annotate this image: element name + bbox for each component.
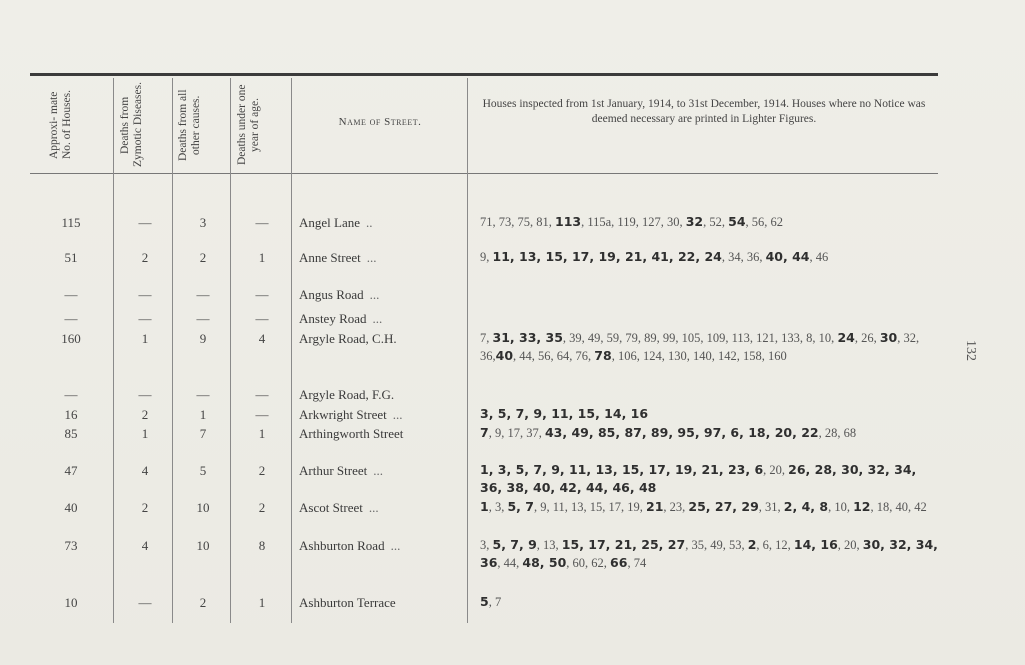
cell-approx-houses: 10 bbox=[64, 595, 78, 610]
house-number-notice: 5, 7, 9 bbox=[492, 537, 537, 552]
house-number-notice: 1 bbox=[480, 499, 489, 514]
house-number-notice: 12 bbox=[853, 499, 871, 514]
house-number-no-notice: , 26, bbox=[854, 331, 880, 345]
page-number: 132 bbox=[963, 340, 978, 361]
cell-deaths-under-one: 2 bbox=[258, 500, 266, 515]
street-name-text: Angus Road bbox=[299, 287, 364, 302]
house-number-notice: 15, 17, 21, 25, 27 bbox=[561, 537, 686, 552]
house-number-notice: 1, 3, 5, 7, 9, 11, 13, 15, 17, 19, 21, 23, 6 bbox=[480, 462, 764, 477]
top-rule bbox=[30, 73, 938, 76]
house-number-no-notice: 3, bbox=[480, 538, 493, 552]
leader-dots: ... bbox=[369, 287, 380, 302]
street-name-text: Anne Street bbox=[299, 250, 361, 265]
cell-deaths-other: 10 bbox=[196, 500, 210, 515]
house-number-no-notice: , 56, 62 bbox=[745, 215, 784, 229]
house-number-no-notice: , 32, 36, bbox=[480, 331, 920, 363]
house-number-notice: 113 bbox=[555, 214, 582, 229]
cell-deaths-other: — bbox=[196, 311, 210, 326]
house-number-no-notice: , 106, 124, 130, 140, 142, 158, 160 bbox=[611, 349, 787, 363]
cell-approx-houses: — bbox=[64, 311, 78, 326]
cell-deaths-under-one: — bbox=[255, 407, 269, 422]
header-approx-houses: Approxi- mate No. of Houses. bbox=[48, 90, 73, 160]
house-number-no-notice: , 46 bbox=[809, 250, 829, 264]
house-number-notice: 66 bbox=[610, 555, 628, 570]
house-number-no-notice: , 44, bbox=[497, 556, 523, 570]
cell-deaths-zymotic: 2 bbox=[141, 500, 149, 515]
street-name-text: Ashburton Terrace bbox=[299, 595, 396, 610]
leader-dots: ... bbox=[372, 311, 383, 326]
house-number-notice: 24 bbox=[837, 330, 855, 345]
house-number-no-notice: , 74 bbox=[627, 556, 647, 570]
house-number-no-notice: , 44, 56, 64, 76, bbox=[513, 349, 595, 363]
leader-dots: ... bbox=[368, 500, 379, 515]
cell-houses-inspected bbox=[480, 536, 940, 572]
house-number-no-notice: , 60, 62, bbox=[566, 556, 611, 570]
cell-street-name bbox=[299, 463, 383, 479]
house-number-notice: 7 bbox=[480, 425, 489, 440]
cell-street-name bbox=[299, 331, 403, 347]
cell-street-name bbox=[299, 250, 376, 266]
house-number-notice: 2, 4, 8 bbox=[783, 499, 829, 514]
cell-deaths-zymotic: — bbox=[138, 215, 152, 230]
cell-approx-houses: 16 bbox=[64, 407, 78, 422]
cell-deaths-under-one: — bbox=[255, 215, 269, 230]
house-number-no-notice: , 35, 49, 53, bbox=[685, 538, 748, 552]
cell-deaths-under-one: 1 bbox=[258, 595, 266, 610]
house-number-no-notice: , 28, 68 bbox=[818, 426, 857, 440]
house-number-no-notice: , 10, bbox=[828, 500, 854, 514]
house-number-notice: 43, 49, 85, 87, 89, 95, 97, 6, 18, 20, 22 bbox=[544, 425, 819, 440]
house-number-no-notice: , 3, bbox=[488, 500, 508, 514]
house-number-notice: 78 bbox=[594, 348, 612, 363]
cell-houses-inspected bbox=[480, 248, 940, 266]
cell-deaths-under-one: — bbox=[255, 311, 269, 326]
cell-approx-houses: 115 bbox=[61, 215, 81, 230]
house-number-no-notice: , 18, 40, 42 bbox=[870, 500, 927, 514]
header-houses-inspected: Houses inspected from 1st January, 1914, to 31st December, 1914. Houses where no Notice was deemed necessary are printed in Lighter Figures. bbox=[482, 98, 926, 125]
header-rule bbox=[30, 173, 938, 174]
cell-street-name bbox=[299, 538, 400, 554]
cell-deaths-zymotic: 1 bbox=[141, 426, 149, 441]
house-number-no-notice: , 20, bbox=[763, 463, 789, 477]
header-deaths-other: Deaths from all other causes. bbox=[177, 89, 202, 161]
cell-deaths-other: 1 bbox=[199, 407, 207, 422]
cell-deaths-zymotic: 2 bbox=[141, 250, 149, 265]
house-number-notice: 5 bbox=[480, 594, 489, 609]
cell-street-name bbox=[299, 287, 379, 303]
cell-street-name bbox=[299, 311, 382, 327]
leader-dots: ... bbox=[392, 407, 403, 422]
house-number-no-notice: , 13, bbox=[536, 538, 562, 552]
cell-deaths-zymotic: — bbox=[138, 287, 152, 302]
cell-deaths-under-one: 1 bbox=[258, 250, 266, 265]
cell-approx-houses: 73 bbox=[64, 538, 78, 553]
street-name-text: Anstey Road bbox=[299, 311, 367, 326]
house-number-notice: 21 bbox=[646, 499, 664, 514]
street-name-text: Argyle Road, C.H. bbox=[299, 331, 397, 346]
cell-deaths-under-one: 4 bbox=[258, 331, 266, 346]
cell-deaths-other: — bbox=[196, 387, 210, 402]
column-divider bbox=[113, 78, 114, 623]
cell-street-name bbox=[299, 215, 373, 231]
house-number-no-notice: , 9, 11, 13, 15, 17, 19, bbox=[533, 500, 646, 514]
cell-deaths-other: 2 bbox=[199, 250, 207, 265]
house-number-notice: 31, 33, 35 bbox=[492, 330, 563, 345]
street-name-text: Arthur Street bbox=[299, 463, 368, 478]
cell-houses-inspected bbox=[480, 498, 940, 516]
cell-houses-inspected bbox=[480, 405, 940, 423]
house-number-no-notice: 7, bbox=[480, 331, 493, 345]
cell-houses-inspected bbox=[480, 213, 940, 231]
house-number-no-notice: , 31, bbox=[758, 500, 784, 514]
house-number-notice: 40, 44 bbox=[765, 249, 810, 264]
cell-deaths-zymotic: — bbox=[138, 311, 152, 326]
column-divider bbox=[291, 78, 292, 623]
house-number-no-notice: , 34, 36, bbox=[721, 250, 766, 264]
house-number-notice: 32 bbox=[685, 214, 704, 229]
cell-deaths-other: 5 bbox=[199, 463, 207, 478]
cell-street-name bbox=[299, 407, 402, 423]
house-number-notice: 26, 28, 30, 32, 34, 36, 38, 40, 42, 44, 46, 48 bbox=[480, 462, 917, 495]
house-number-notice: 30 bbox=[879, 330, 898, 345]
house-number-notice: 2 bbox=[747, 537, 757, 552]
leader-dots: ... bbox=[390, 538, 401, 553]
street-name-text: Arkwright Street bbox=[299, 407, 387, 422]
cell-approx-houses: — bbox=[64, 387, 78, 402]
cell-approx-houses: 160 bbox=[61, 331, 81, 346]
cell-deaths-other: 10 bbox=[196, 538, 210, 553]
cell-deaths-under-one: — bbox=[255, 287, 269, 302]
street-name-text: Ascot Street bbox=[299, 500, 363, 515]
header-street-name: Name of Street. bbox=[338, 116, 422, 128]
cell-deaths-other: 9 bbox=[199, 331, 207, 346]
cell-deaths-other: 2 bbox=[199, 595, 207, 610]
house-number-notice: 25, 27, 29 bbox=[688, 499, 759, 514]
cell-deaths-zymotic: — bbox=[138, 387, 152, 402]
cell-deaths-under-one: 1 bbox=[258, 426, 266, 441]
house-number-no-notice: 9, bbox=[480, 250, 493, 264]
street-name-text: Argyle Road, F.G. bbox=[299, 387, 395, 402]
cell-deaths-under-one: 8 bbox=[258, 538, 266, 553]
cell-deaths-zymotic: 2 bbox=[141, 407, 149, 422]
house-number-notice: 48, 50 bbox=[522, 555, 567, 570]
street-name-text: Arthingworth Street bbox=[299, 426, 404, 441]
cell-deaths-other: 7 bbox=[199, 426, 207, 441]
house-number-notice: 5, 7 bbox=[507, 499, 534, 514]
cell-approx-houses: 85 bbox=[64, 426, 78, 441]
house-number-notice: 14, 16 bbox=[793, 537, 838, 552]
leader-dots: ... bbox=[373, 463, 383, 478]
cell-street-name bbox=[299, 426, 409, 442]
house-number-notice: 40 bbox=[495, 348, 514, 363]
house-number-no-notice: , 9, 17, 37, bbox=[488, 426, 545, 440]
cell-approx-houses: — bbox=[64, 287, 78, 302]
cell-houses-inspected bbox=[480, 593, 940, 611]
house-number-notice: 3, 5, 7, 9, 11, 15, 14, 16 bbox=[480, 406, 649, 421]
cell-approx-houses: 40 bbox=[64, 500, 78, 515]
leader-dots: .. bbox=[366, 215, 373, 230]
cell-deaths-under-one: — bbox=[255, 387, 269, 402]
cell-houses-inspected bbox=[480, 329, 940, 365]
house-number-no-notice: , 52, bbox=[703, 215, 729, 229]
house-number-no-notice: , 23, bbox=[663, 500, 689, 514]
cell-deaths-zymotic: 1 bbox=[141, 331, 149, 346]
house-number-no-notice: , 7 bbox=[488, 595, 502, 609]
cell-deaths-under-one: 2 bbox=[258, 463, 266, 478]
cell-deaths-zymotic: 4 bbox=[141, 538, 149, 553]
cell-approx-houses: 47 bbox=[64, 463, 78, 478]
house-number-no-notice: , 20, bbox=[837, 538, 863, 552]
street-name-text: Angel Lane bbox=[299, 215, 361, 230]
cell-deaths-zymotic: 4 bbox=[141, 463, 149, 478]
cell-approx-houses: 51 bbox=[64, 250, 78, 265]
leader-dots: ... bbox=[366, 250, 377, 265]
cell-deaths-other: — bbox=[196, 287, 210, 302]
cell-street-name bbox=[299, 595, 402, 611]
house-number-no-notice: , 115a, 119, 127, 30, bbox=[581, 215, 686, 229]
cell-deaths-other: 3 bbox=[199, 215, 207, 230]
house-number-no-notice: 71, 73, 75, 81, bbox=[480, 215, 555, 229]
cell-street-name bbox=[299, 387, 400, 403]
cell-street-name bbox=[299, 500, 379, 516]
cell-houses-inspected bbox=[480, 424, 940, 442]
cell-deaths-zymotic: — bbox=[138, 595, 152, 610]
house-number-notice: 54 bbox=[728, 214, 746, 229]
house-number-no-notice: , 6, 12, bbox=[756, 538, 794, 552]
house-number-notice: 11, 13, 15, 17, 19, 21, 41, 22, 24 bbox=[492, 249, 722, 264]
column-divider bbox=[467, 78, 468, 623]
header-deaths-zymotic: Deaths from Zymotic Diseases. bbox=[119, 82, 144, 168]
street-name-text: Ashburton Road bbox=[299, 538, 385, 553]
house-number-notice: 30, 32, 34, 36 bbox=[480, 537, 938, 570]
house-number-no-notice: , 39, 49, 59, 79, 89, 99, 105, 109, 113, 121, 133, 8, 10, bbox=[562, 331, 838, 345]
header-deaths-under-one: Deaths under one year of age. bbox=[236, 84, 261, 166]
cell-houses-inspected bbox=[480, 461, 940, 497]
